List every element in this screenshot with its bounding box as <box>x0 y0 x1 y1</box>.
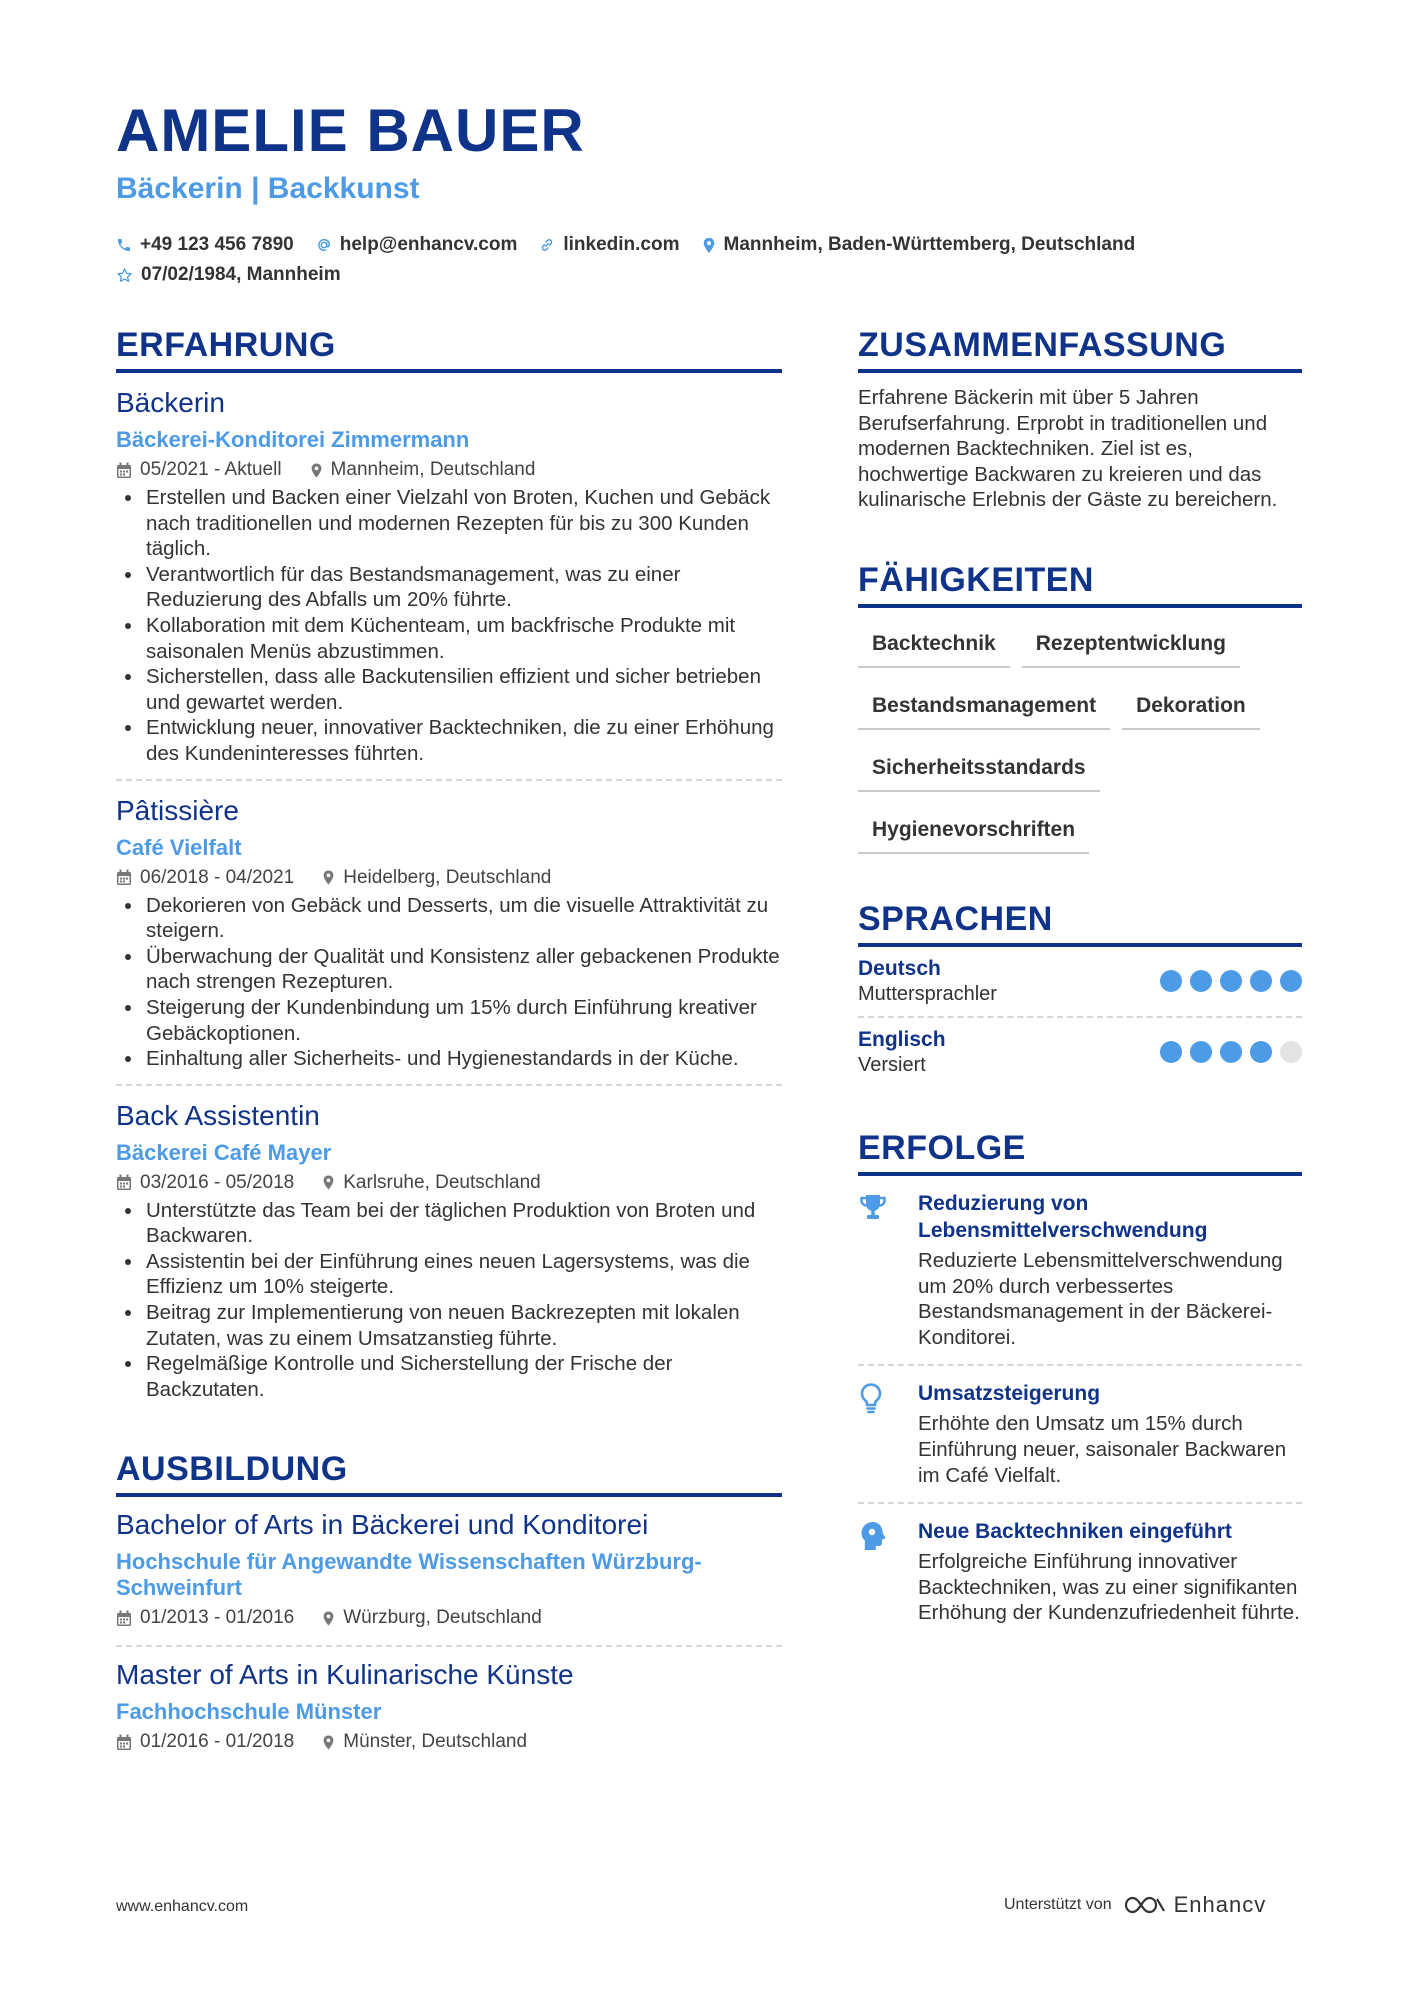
job-bullets <box>116 1198 782 1403</box>
job-location: Karlsruhe, Deutschland <box>343 1171 541 1193</box>
rating-dot-empty <box>1280 1041 1302 1063</box>
rating-dot-filled <box>1250 970 1272 992</box>
location-pin-icon <box>702 237 716 254</box>
enhancv-logo-icon <box>1122 1893 1168 1917</box>
summary-text: Erfahrene Bäckerin mit über 5 Jahren Berufserfahrung. Erprobt in traditionellen und modernen Backtechniken. Ziel ist es, hochwertige Backwaren zu kreieren und das kulinarische Erlebnis der Gäste zu bereichern. <box>858 386 1278 512</box>
company-name: Bäckerei-Konditorei Zimmermann <box>116 427 470 452</box>
bullet-item: • Dekorieren von Gebäck und Desserts, um die visuelle Attraktivität zu steigern. <box>144 893 782 944</box>
candidate-title: Bäckerin | Backkunst <box>116 172 420 205</box>
location-pin-icon <box>310 462 323 479</box>
job-title: Back Assistentin <box>116 1099 320 1131</box>
degree-title: Master of Arts in Kulinarische Künste <box>116 1659 574 1691</box>
rating-dot-filled <box>1190 1041 1212 1063</box>
rating-dot-filled <box>1160 970 1182 992</box>
left-column <box>116 326 782 1769</box>
language-rating <box>1152 1041 1302 1063</box>
bullet-item: • Assistentin bei der Einführung eines neuen Lagersystems, was die Effizienz um 10% steigerte. <box>144 1249 782 1300</box>
achievement-desc: Erfolgreiche Einführung innovativer Backtechniken, was zu einer signifikanten Erhöhung der Kundenzufriedenheit führte. <box>918 1550 1300 1625</box>
brand-name: Enhancv <box>1173 1892 1267 1917</box>
contact-info <box>116 230 1306 290</box>
location-pin-icon <box>322 1174 335 1191</box>
location-pin-icon <box>322 869 335 886</box>
education-dates: 01/2016 - 01/2018 <box>140 1731 295 1753</box>
bullet-item: • Steigerung der Kundenbindung um 15% durch Einführung kreativer Gebäckoptionen. <box>144 995 782 1046</box>
job-location: Heidelberg, Deutschland <box>343 866 552 888</box>
head-icon <box>858 1520 888 1552</box>
footer-branding[interactable] <box>1004 1892 1266 1918</box>
achievement-item <box>858 1366 1302 1504</box>
language-name: Englisch <box>858 1027 946 1051</box>
at-icon <box>316 237 332 253</box>
job-title: Pâtissière <box>116 794 239 826</box>
language-level: Muttersprachler <box>858 982 997 1005</box>
company-name: Bäckerei Café Mayer <box>116 1139 332 1165</box>
language-item <box>858 947 1302 1018</box>
languages-heading: SPRACHEN <box>858 900 1302 947</box>
location-text: Mannheim, Baden-Württemberg, Deutschland <box>723 234 1136 255</box>
job-dates: 03/2016 - 05/2018 <box>140 1171 295 1193</box>
contact-location <box>702 234 1136 256</box>
language-item <box>858 1018 1302 1087</box>
skills-list <box>858 624 1302 872</box>
rating-dot-filled <box>1250 1041 1272 1063</box>
rating-dot-filled <box>1220 970 1242 992</box>
rating-dot-filled <box>1160 1041 1182 1063</box>
education-location: Würzburg, Deutschland <box>343 1607 542 1629</box>
education-location: Münster, Deutschland <box>343 1731 528 1753</box>
achievement-item <box>858 1504 1302 1640</box>
achievement-title: Umsatzsteigerung <box>918 1382 1101 1406</box>
language-name: Deutsch <box>858 956 941 980</box>
calendar-icon <box>116 1610 132 1627</box>
bullet-item: • Sicherstellen, dass alle Backutensilien effizient und sicher betrieben und gewartet werden. <box>144 664 782 715</box>
job-dates: 06/2018 - 04/2021 <box>140 866 295 888</box>
bullet-item: • Regelmäßige Kontrolle und Sicherstellung der Frische der Backzutaten. <box>144 1351 782 1402</box>
achievement-title: Neue Backtechniken eingeführt <box>918 1520 1232 1544</box>
rating-dot-filled <box>1190 970 1212 992</box>
phone-text: +49 123 456 7890 <box>140 234 294 255</box>
birth-text: 07/02/1984, Mannheim <box>141 264 341 285</box>
star-icon <box>116 267 133 284</box>
bullet-item: • Unterstützte das Team bei der täglichen Produktion von Broten und Backwaren. <box>144 1198 782 1249</box>
footer-website[interactable]: www.enhancv.com <box>116 1898 249 1915</box>
education-item <box>116 1647 782 1769</box>
calendar-icon <box>116 1734 132 1751</box>
location-pin-icon <box>322 1734 335 1751</box>
skill-tag: Sicherheitsstandards <box>858 748 1100 792</box>
bullet-item: • Beitrag zur Implementierung von neuen Backrezepten mit lokalen Zutaten, was zu einem Umsatzanstieg führte. <box>144 1300 782 1351</box>
skill-tag: Dekoration <box>1122 686 1260 730</box>
skill-tag: Bestandsmanagement <box>858 686 1110 730</box>
degree-title: Bachelor of Arts in Bäckerei und Konditorei <box>116 1509 649 1541</box>
experience-item <box>116 1086 782 1415</box>
calendar-icon <box>116 1174 132 1191</box>
calendar-icon <box>116 869 132 886</box>
bullet-item: • Erstellen und Backen einer Vielzahl von Broten, Kuchen und Gebäck nach traditionellen und modernen Rezepten für bis zu 300 Kunden täglich. <box>144 485 782 562</box>
job-location: Mannheim, Deutschland <box>330 459 536 480</box>
bullet-item: • Einhaltung aller Sicherheits- und Hygienestandards in der Küche. <box>144 1046 782 1072</box>
summary-heading: ZUSAMMENFASSUNG <box>858 326 1302 373</box>
school-name: Hochschule für Angewandte Wissenschaften Würzburg-Schweinfurt <box>116 1549 702 1601</box>
job-title: Bäckerin <box>116 387 225 418</box>
education-dates: 01/2013 - 01/2016 <box>140 1607 295 1629</box>
location-pin-icon <box>322 1610 335 1627</box>
linkedin-text: linkedin.com <box>563 234 680 255</box>
phone-icon <box>116 237 132 253</box>
skills-heading: FÄHIGKEITEN <box>858 561 1302 608</box>
bullet-item: • Verantwortlich für das Bestandsmanagement, was zu einer Reduzierung des Abfalls um 20% führte. <box>144 562 782 613</box>
lightbulb-icon <box>858 1382 884 1414</box>
achievement-desc: Reduzierte Lebensmittelverschwendung um 20% durch verbessertes Bestandsmanagement in der Bäckerei-Konditorei. <box>918 1248 1283 1349</box>
experience-item <box>116 781 782 1086</box>
experience-item <box>116 373 782 781</box>
skill-tag: Hygienevorschriften <box>858 810 1089 854</box>
trophy-icon <box>858 1192 888 1222</box>
contact-birth <box>116 264 341 286</box>
job-bullets <box>116 485 782 767</box>
bullet-item: • Kollaboration mit dem Küchenteam, um backfrische Produkte mit saisonalen Menüs abzustimmen. <box>144 613 782 664</box>
company-name: Café Vielfalt <box>116 834 242 860</box>
achievement-desc: Erhöhte den Umsatz um 15% durch Einführung neuer, saisonaler Backwaren im Café Vielfalt. <box>918 1412 1287 1487</box>
skill-tag: Rezeptentwicklung <box>1022 624 1240 668</box>
achievements-heading: ERFOLGE <box>858 1129 1302 1176</box>
achievement-item <box>858 1176 1302 1366</box>
powered-by-text: Unterstützt von <box>1004 1896 1112 1913</box>
rating-dot-filled <box>1280 970 1302 992</box>
language-level: Versiert <box>858 1053 926 1076</box>
bullet-item: • Entwicklung neuer, innovativer Backtechniken, die zu einer Erhöhung des Kundeninteresses führten. <box>144 715 782 766</box>
rating-dot-filled <box>1220 1041 1242 1063</box>
education-item <box>116 1497 782 1647</box>
candidate-name: AMELIE BAUER <box>116 97 585 164</box>
contact-linkedin[interactable] <box>539 234 679 256</box>
job-bullets <box>116 893 782 1072</box>
contact-phone[interactable] <box>116 234 294 256</box>
bullet-item: • Überwachung der Qualität und Konsistenz aller gebackenen Produkte nach strengen Rezepturen. <box>144 944 782 995</box>
experience-heading: ERFAHRUNG <box>116 326 782 373</box>
right-column <box>858 326 1302 1640</box>
achievement-title: Reduzierung von Lebensmittelverschwendung <box>918 1191 1208 1242</box>
skill-tag: Backtechnik <box>858 624 1010 668</box>
school-name: Fachhochschule Münster <box>116 1699 382 1725</box>
email-text: help@enhancv.com <box>339 234 518 255</box>
contact-email[interactable] <box>316 234 518 256</box>
language-rating <box>1152 970 1302 992</box>
education-heading: AUSBILDUNG <box>116 1450 782 1497</box>
job-dates: 05/2021 - Aktuell <box>140 459 282 480</box>
calendar-icon <box>116 462 132 479</box>
link-icon <box>539 237 555 253</box>
